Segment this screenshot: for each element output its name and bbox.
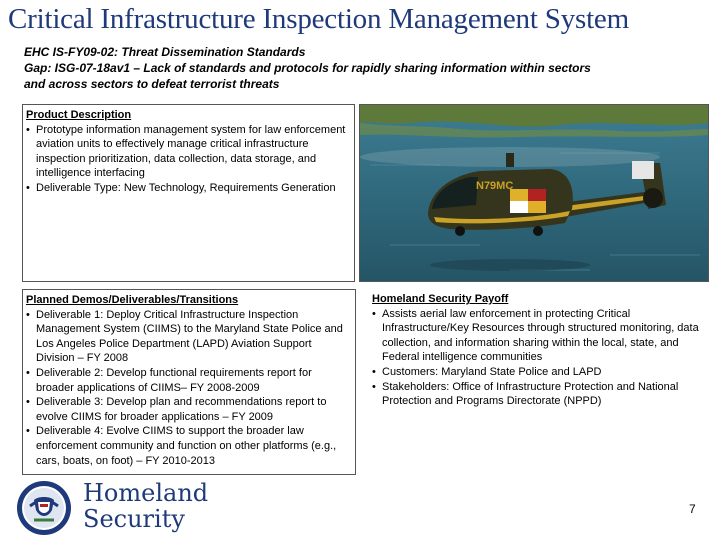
list-item: • Stakeholders: Office of Infrastructure Protection and National Protection and Programs Directorate (NPPD) <box>372 380 704 409</box>
list-item: • Prototype information management system for law enforcement aviation units to effectively manage critical infrastructure inspection prioritization, data collection, data storage, and intelligence interfacing <box>26 123 349 181</box>
list-item: • Deliverable 1: Deploy Critical Infrastructure Inspection Management System (CIIMS) to the Maryland State Police and Los Angeles Police Department (LAPD) Aviation Support Division – FY 2008 <box>26 308 350 366</box>
list-item: • Assists aerial law enforcement in protecting Critical Infrastructure/Key Resources through structured monitoring, data collection, and information sharing within the local, state, and Federal intelligence communities <box>372 307 704 365</box>
list-item: • Deliverable 2: Develop functional requirements report for broader applications of CIIMS– FY 2008-2009 <box>26 366 350 395</box>
logo-line-homeland: Homeland <box>83 479 209 507</box>
list-item: • Deliverable 4: Evolve CIIMS to support the broader law enforcement community and function on other platforms (e.g., cars, boats, on foot) – FY 2010-2013 <box>26 424 350 468</box>
helicopter-photo <box>359 104 709 282</box>
dhs-seal-icon <box>16 480 72 536</box>
logo-line-security: Security <box>83 505 185 533</box>
payoff-heading: Homeland Security Payoff <box>372 293 509 305</box>
helicopter-image <box>360 105 708 281</box>
dhs-wordmark <box>83 480 208 532</box>
helicopter-registration: N79MC <box>476 180 514 192</box>
list-item: • Customers: Maryland State Police and LAPD <box>372 365 704 380</box>
product-description-panel <box>22 104 355 282</box>
demos-deliverables-panel <box>22 289 356 475</box>
product-description-list <box>26 123 349 196</box>
subheading-line-2: Gap: ISG-07-18av1 – Lack of standards and protocols for rapidly sharing information within sectors <box>24 61 591 75</box>
dhs-logo <box>16 480 236 534</box>
homeland-security-payoff-panel <box>369 289 709 475</box>
subheading-line-1: EHC IS-FY09-02: Threat Dissemination Standards <box>24 45 306 59</box>
list-item: • Deliverable Type: New Technology, Requirements Generation <box>26 181 349 196</box>
list-item: • Deliverable 3: Develop plan and recommendations report to evolve CIIMS for broader applications – FY 2009 <box>26 395 350 424</box>
payoff-list <box>372 307 704 409</box>
page-number: 7 <box>689 502 696 516</box>
demos-list <box>26 308 350 469</box>
subheading-line-3: and across sectors to defeat terrorist threats <box>24 77 280 91</box>
demos-heading: Planned Demos/Deliverables/Transitions <box>26 294 239 306</box>
slide-title: Critical Infrastructure Inspection Management System <box>8 3 629 35</box>
product-description-heading: Product Description <box>26 109 132 121</box>
slide-subheading <box>24 44 704 92</box>
